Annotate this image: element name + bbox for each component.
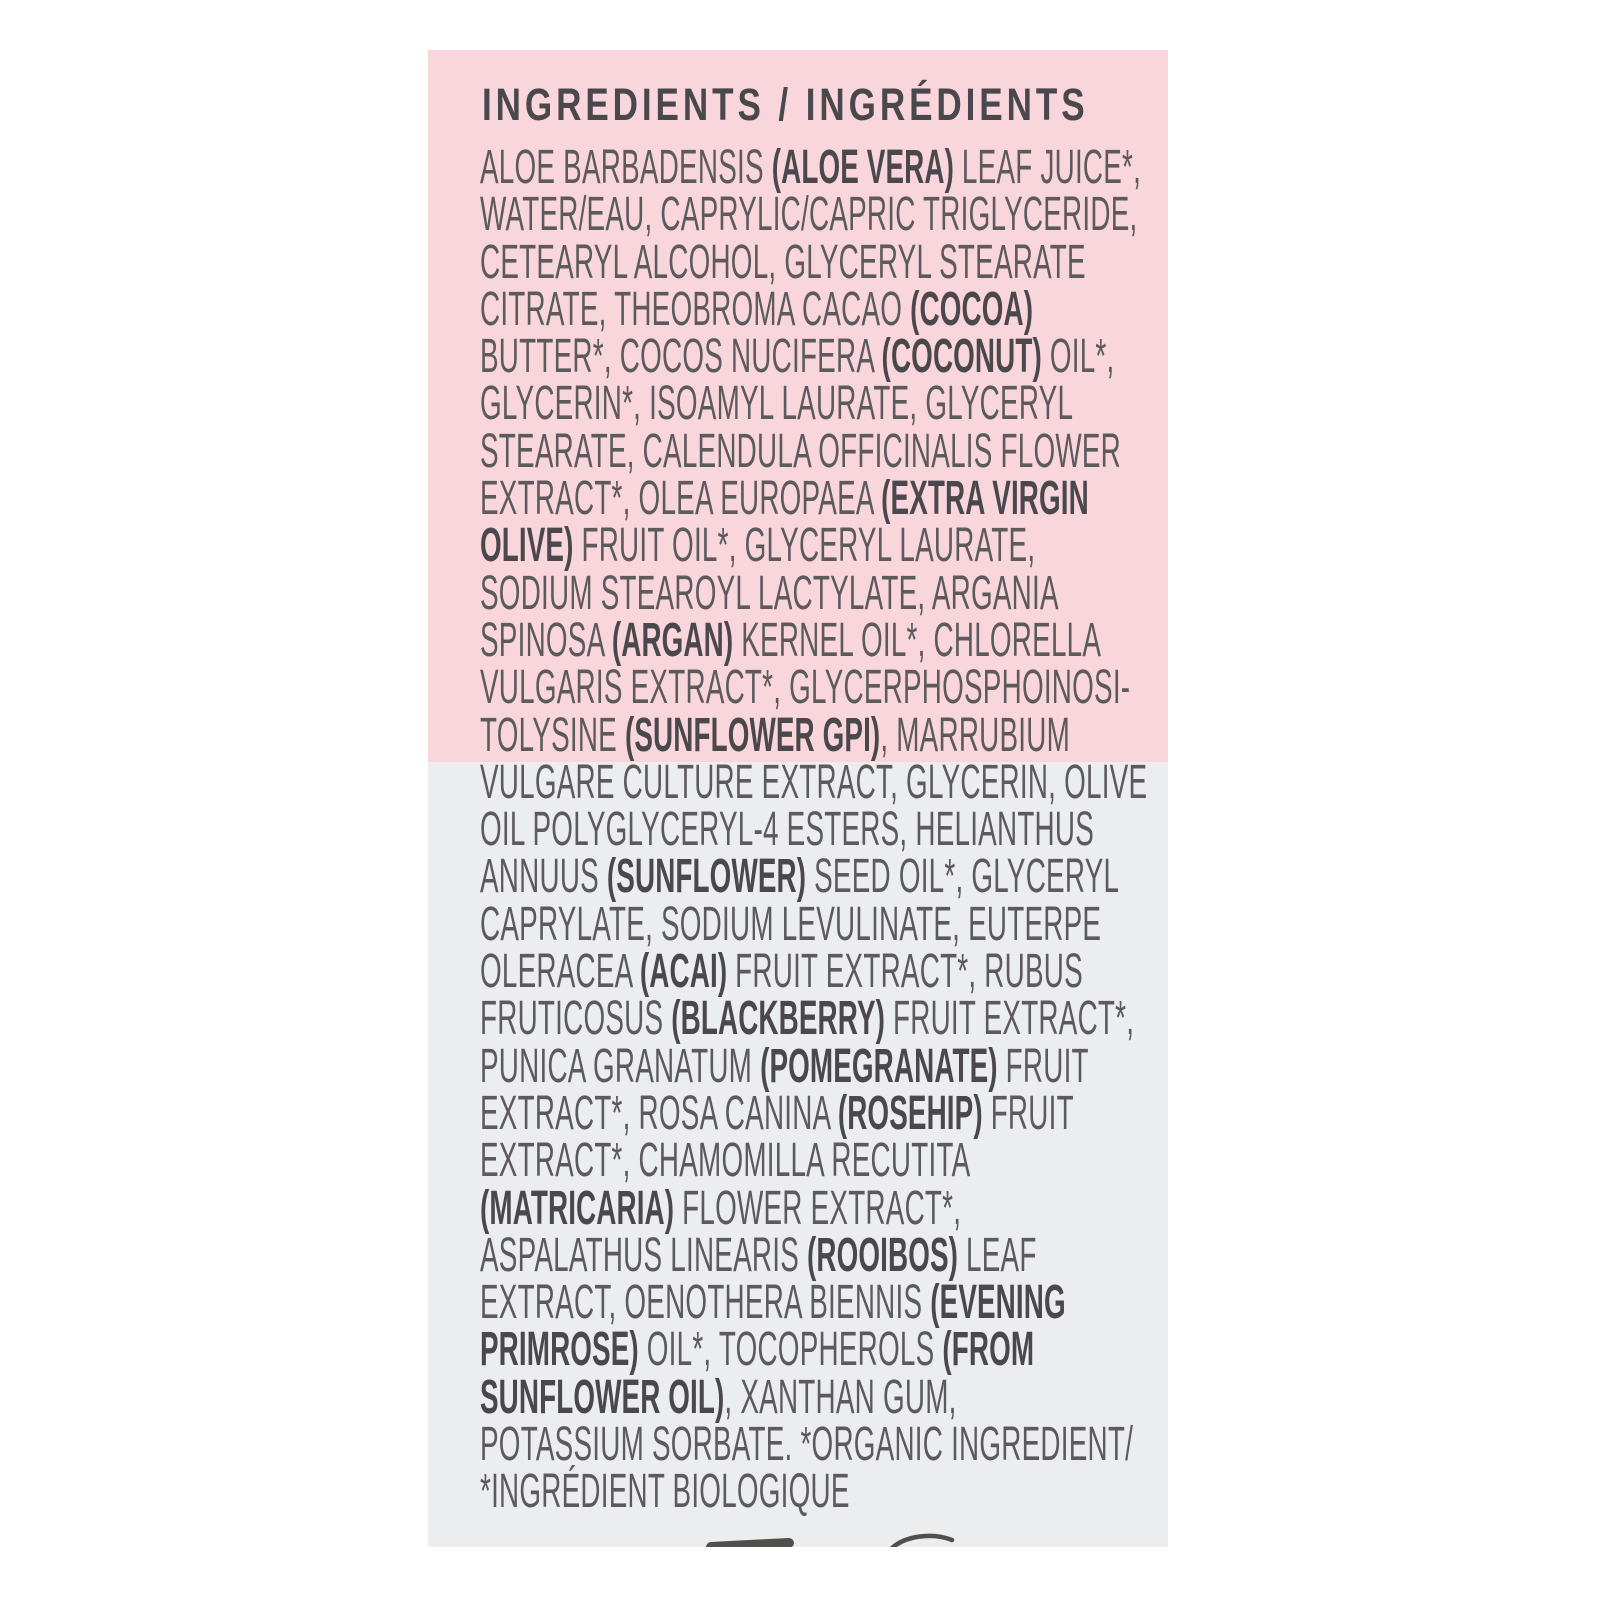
ingredients-label-panel xyxy=(428,50,1168,1547)
ingredient-line: ANNUUS (SUNFLOWER) SEED OIL*, GLYCERYL xyxy=(480,850,1120,904)
ingredient-line: STEARATE, CALENDULA OFFICINALIS FLOWER xyxy=(480,424,1122,478)
ingredient-line: OIL POLYGLYCERYL-4 ESTERS, HELIANTHUS xyxy=(480,803,1095,857)
ingredients-title: INGREDIENTS / INGRÉDIENTS xyxy=(482,79,1089,130)
ingredient-line: WATER/EAU, CAPRYLIC/CAPRIC TRIGLYCERIDE, xyxy=(480,188,1138,242)
partial-logo-curve-icon xyxy=(888,1532,958,1547)
ingredient-line: TOLYSINE (SUNFLOWER GPI), MARRUBIUM xyxy=(480,708,1071,762)
ingredient-line: CAPRYLATE, SODIUM LEVULINATE, EUTERPE xyxy=(480,897,1102,951)
ingredient-line: VULGARE CULTURE EXTRACT, GLYCERIN, OLIVE xyxy=(480,755,1148,809)
partial-logo-bar-icon xyxy=(706,1538,794,1547)
ingredient-line: SUNFLOWER OIL), XANTHAN GUM, xyxy=(480,1370,957,1424)
ingredient-line: EXTRACT*, CHAMOMILLA RECUTITA xyxy=(480,1134,971,1188)
ingredient-line: VULGARIS EXTRACT*, GLYCERPHOSPHOINOSI- xyxy=(480,661,1131,715)
ingredient-line: OLIVE) FRUIT OIL*, GLYCERYL LAURATE, xyxy=(480,519,1036,573)
ingredient-line: BUTTER*, COCOS NUCIFERA (COCONUT) OIL*, xyxy=(480,330,1115,384)
ingredient-line: ASPALATHUS LINEARIS (ROOIBOS) LEAF xyxy=(480,1228,1037,1282)
ingredient-line: POTASSIUM SORBATE. *ORGANIC INGREDIENT/ xyxy=(480,1418,1134,1472)
ingredient-line: OLERACEA (ACAI) FRUIT EXTRACT*, RUBUS xyxy=(480,945,1083,999)
ingredient-line: (MATRICARIA) FLOWER EXTRACT*, xyxy=(480,1181,962,1235)
ingredient-line: CITRATE, THEOBROMA CACAO (COCOA) xyxy=(480,282,1034,336)
ingredient-line: EXTRACT*, OLEA EUROPAEA (EXTRA VIRGIN xyxy=(480,472,1089,526)
ingredient-line: *INGRÉDIENT BIOLOGIQUE xyxy=(480,1465,850,1519)
ingredient-line: CETEARYL ALCOHOL, GLYCERYL STEARATE xyxy=(480,235,1086,289)
ingredients-list xyxy=(480,141,1168,1519)
ingredient-line: PUNICA GRANATUM (POMEGRANATE) FRUIT xyxy=(480,1039,1089,1093)
ingredient-line: EXTRACT, OENOTHERA BIENNIS (EVENING xyxy=(480,1276,1066,1330)
ingredient-line: FRUTICOSUS (BLACKBERRY) FRUIT EXTRACT*, xyxy=(480,992,1135,1046)
ingredient-line: PRIMROSE) OIL*, TOCOPHEROLS (FROM xyxy=(480,1323,1035,1377)
ingredient-line: SODIUM STEAROYL LACTYLATE, ARGANIA xyxy=(480,566,1059,620)
ingredient-line: ALOE BARBADENSIS (ALOE VERA) LEAF JUICE*, xyxy=(480,141,1142,194)
ingredient-line: SPINOSA (ARGAN) KERNEL OIL*, CHLORELLA xyxy=(480,613,1102,667)
ingredient-line: GLYCERIN*, ISOAMYL LAURATE, GLYCERYL xyxy=(480,377,1074,431)
ingredient-line: EXTRACT*, ROSA CANINA (ROSEHIP) FRUIT xyxy=(480,1086,1074,1140)
